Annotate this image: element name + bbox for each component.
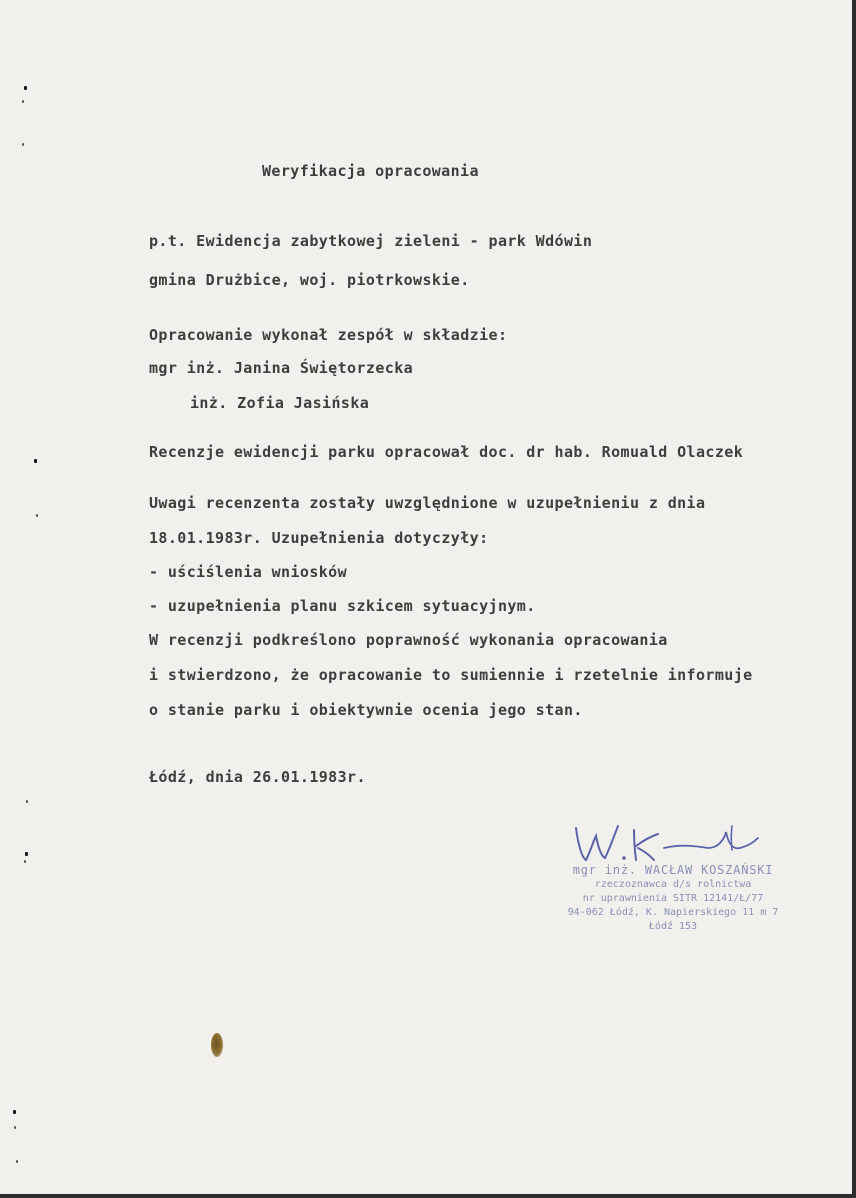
margin-mark	[22, 143, 24, 146]
subject-line-1: p.t. Ewidencja zabytkowej zieleni - park Wdówin	[149, 232, 593, 250]
expert-stamp	[548, 862, 798, 934]
paper-stain	[211, 1033, 223, 1057]
margin-mark	[14, 1126, 16, 1129]
punch-hole-mark	[34, 459, 37, 463]
stamp-line-4: 94-062 Łódź, K. Napierskiego 11 m 7	[567, 907, 779, 918]
stamp-line-3: nr uprawnienia SITR 12141/Ł/77	[582, 893, 764, 904]
document-title: Weryfikacja opracowania	[262, 162, 479, 180]
subject-line-2: gmina Drużbice, woj. piotrkowskie.	[149, 271, 470, 289]
bullet-item-1: - uściślenia wniosków	[149, 563, 348, 581]
margin-mark	[36, 514, 38, 517]
summary-line-1: W recenzji podkreślono poprawność wykonania opracowania	[149, 631, 668, 649]
team-member-2: inż. Zofia Jasińska	[190, 394, 370, 412]
margin-mark	[24, 860, 26, 863]
bullet-item-2: - uzupełnienia planu szkicem sytuacyjnym.	[149, 597, 536, 615]
remarks-line-1: Uwagi recenzenta zostały uwzględnione w uzupełnieniu z dnia	[149, 494, 706, 512]
review-line: Recenzje ewidencji parku opracował doc. dr hab. Romuald Olaczek	[149, 443, 744, 461]
stamp-line-2: rzeczoznawca d/s rolnictwa	[594, 879, 752, 890]
stamp-line-5: Łódź 153	[648, 921, 698, 932]
margin-mark	[16, 1160, 18, 1163]
summary-line-3: o stanie parku i obiektywnie ocenia jego stan.	[149, 701, 583, 719]
margin-mark	[22, 100, 24, 103]
handwritten-signature	[568, 818, 773, 868]
team-member-1: mgr inż. Janina Świętorzecka	[149, 359, 414, 377]
margin-mark	[26, 800, 28, 803]
team-intro: Opracowanie wykonał zespół w składzie:	[149, 326, 508, 344]
remarks-line-2: 18.01.1983r. Uzupełnienia dotyczyły:	[149, 529, 489, 547]
punch-hole-mark	[25, 852, 28, 856]
punch-hole-mark	[13, 1110, 16, 1114]
punch-hole-mark	[24, 86, 27, 90]
stamp-name-line: mgr inż. WACŁAW KOSZAŃSKI	[572, 863, 774, 877]
place-date: Łódź, dnia 26.01.1983r.	[149, 768, 366, 786]
summary-line-2: i stwierdzono, że opracowanie to sumiennie i rzetelnie informuje	[149, 666, 753, 684]
